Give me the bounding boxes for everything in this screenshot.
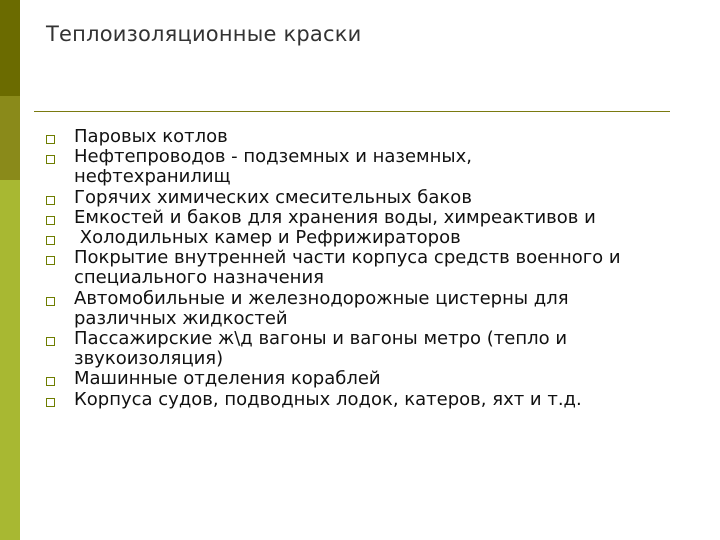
square-bullet-icon xyxy=(46,337,55,346)
list-item-text: Автомобильные и железнодорожные цистерны для различных жидкостей xyxy=(74,287,569,329)
left-stripe-light xyxy=(0,180,20,540)
square-bullet-icon xyxy=(46,236,55,245)
list-item-text: Корпуса судов, подводных лодок, катеров, яхт и т.д. xyxy=(74,388,582,410)
list-item xyxy=(46,329,686,369)
title-divider xyxy=(34,111,670,112)
list-item xyxy=(46,369,686,389)
list-item-text: Горячих химических смесительных баков xyxy=(74,186,472,208)
slide-title: Теплоизоляционные краски xyxy=(46,22,362,46)
square-bullet-icon xyxy=(46,256,55,265)
list-item-text: Нефтепроводов - подземных и наземных, нефтехранилищ xyxy=(74,146,472,188)
square-bullet-icon xyxy=(46,196,55,205)
left-stripe-mid xyxy=(0,96,20,180)
left-stripe-dark xyxy=(0,0,20,96)
list-item xyxy=(46,248,686,288)
list-item xyxy=(46,127,686,147)
square-bullet-icon xyxy=(46,135,55,144)
list-item-text: Холодильных камер и Рефрижираторов xyxy=(74,227,461,249)
square-bullet-icon xyxy=(46,297,55,306)
square-bullet-icon xyxy=(46,398,55,407)
list-item-text: Пассажирские ж\д вагоны и вагоны метро (тепло и звукоизоляция) xyxy=(74,328,568,370)
list-item xyxy=(46,228,686,248)
list-item-text: Емкостей и баков для хранения воды, химреактивов и xyxy=(74,206,596,228)
square-bullet-icon xyxy=(46,155,55,164)
square-bullet-icon xyxy=(46,216,55,225)
bullet-list xyxy=(46,127,686,410)
square-bullet-icon xyxy=(46,377,55,386)
list-item xyxy=(46,390,686,410)
list-item-text: Покрытие внутренней части корпуса средств военного и специального назначения xyxy=(74,247,621,289)
list-item-text: Машинные отделения кораблей xyxy=(74,368,381,390)
list-item xyxy=(46,188,686,208)
list-item xyxy=(46,289,686,329)
list-item xyxy=(46,208,686,228)
list-item xyxy=(46,147,686,187)
list-item-text: Паровых котлов xyxy=(74,126,228,147)
